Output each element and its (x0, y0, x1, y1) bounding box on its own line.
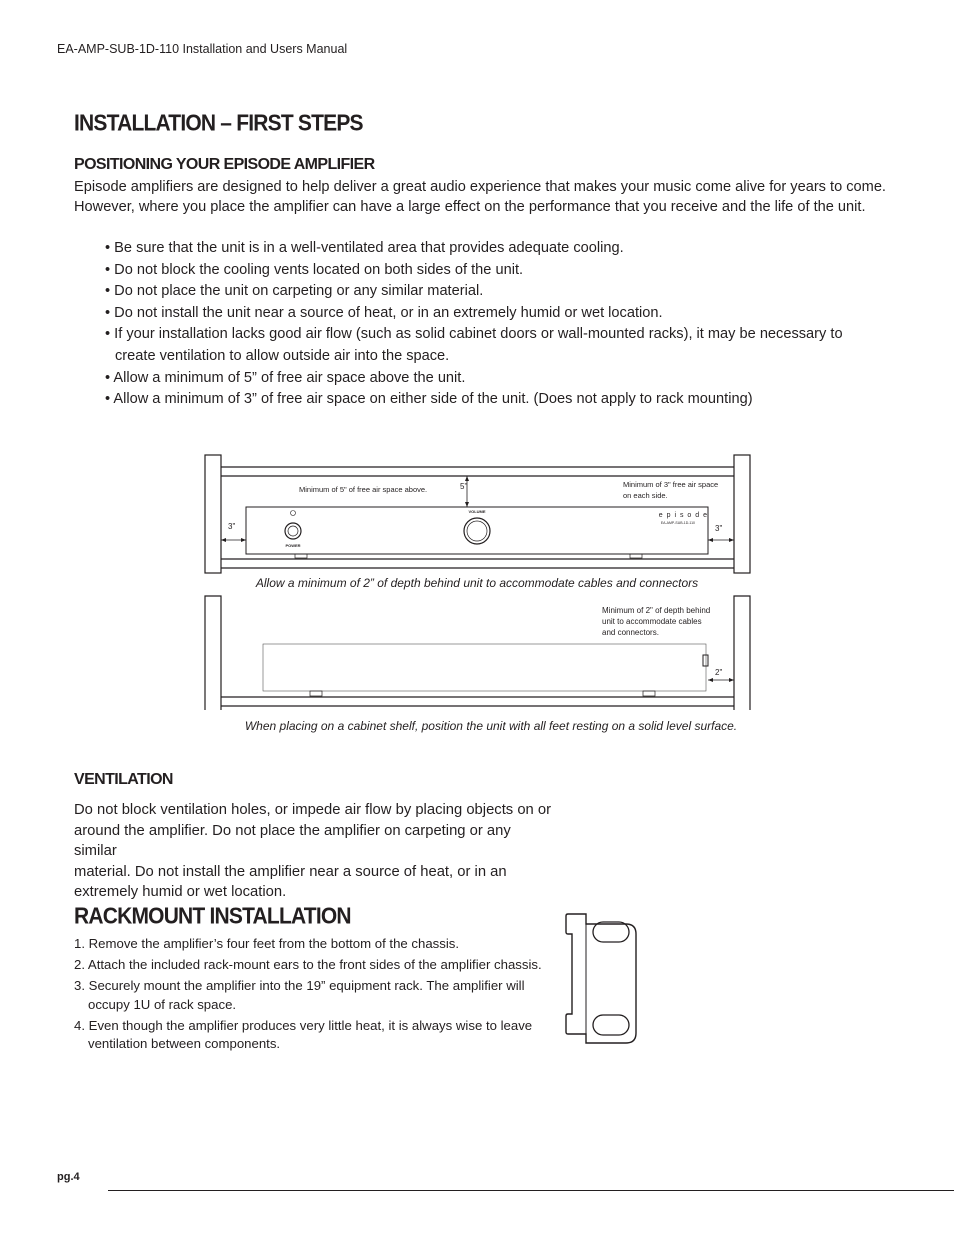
list-item: • Do not block the cooling vents located on both sides of the unit. (105, 261, 524, 278)
list-item: • Do not place the unit on carpeting or any similar material. (105, 283, 484, 300)
list-item: • Allow a minimum of 3” of free air space on either side of the unit. (Does not apply to rack mounting) (105, 391, 753, 408)
depth-clearance-diagram (200, 594, 756, 712)
model-label: EA-AMP-SUB-1D-110 (660, 521, 695, 525)
power-label: POWER (285, 543, 301, 548)
cabinet-right-side (734, 455, 750, 573)
intro-line: Episode amplifiers are designed to help deliver a great audio experience that makes your music come alive for years to come. (74, 179, 886, 195)
section-title-installation: INSTALLATION – FIRST STEPS (74, 111, 363, 136)
ventilation-paragraph (74, 800, 554, 903)
amplifier-side-view (263, 644, 706, 691)
list-item: • Do not install the unit near a source of heat, or in an extremely humid or wet location. (105, 304, 663, 321)
label-3in-side-1: Minimum of 3" free air space (623, 480, 719, 489)
list-item: 1. Remove the amplifier’s four feet from the bottom of the chassis. (74, 936, 460, 951)
rack-ear-slot-bottom (593, 1015, 629, 1035)
ventilation-line: extremely humid or wet location. (74, 884, 287, 901)
list-item: • If your installation lacks good air flow (such as solid cabinet doors or wall-mounted racks), it may be necessary to (105, 326, 843, 343)
intro-line: However, where you place the amplifier can have a large effect on the performance that you receive and the life of the unit. (74, 199, 866, 215)
amplifier-front-panel (246, 507, 708, 554)
label-5in-above: Minimum of 5" of free air space above. (299, 485, 428, 494)
cabinet-front-edge (734, 596, 750, 710)
positioning-bullet-list (105, 238, 843, 411)
list-item: create ventilation to allow outside air into the space. (115, 347, 450, 364)
label-2in-depth-3: and connectors. (602, 628, 659, 637)
dim-5in: 5" (460, 482, 468, 491)
volume-label: VOLUME (468, 509, 486, 514)
ventilation-line: around the amplifier. Do not place the amplifier on carpeting or any similar (74, 822, 511, 860)
label-2in-depth-1: Minimum of 2" of depth behind (602, 606, 711, 615)
label-2in-depth-2: unit to accommodate cables (602, 617, 702, 626)
page-number: pg.4 (57, 1171, 80, 1183)
manual-header: EA-AMP-SUB-1D-110 Installation and Users Manual (57, 42, 348, 56)
section-title-ventilation: VENTILATION (74, 771, 173, 788)
cabinet-left-side (205, 455, 221, 573)
rack-ear-icon (562, 910, 642, 1048)
caption-front-diagram: Allow a minimum of 2” of depth behind unit to accommodate cables and connectors (255, 576, 699, 590)
power-button-icon (285, 523, 301, 539)
dim-right-3in: 3" (715, 524, 723, 533)
list-item: • Be sure that the unit is in a well-ventilated area that provides adequate cooling. (105, 240, 624, 256)
caption-side-diagram: When placing on a cabinet shelf, position the unit with all feet resting on a solid level surface. (244, 719, 738, 733)
rear-connector-icon (703, 655, 708, 666)
cabinet-back-wall (205, 596, 221, 710)
section-title-rackmount: RACKMOUNT INSTALLATION (74, 904, 351, 929)
ventilation-line: Do not block ventilation holes, or impede air flow by placing objects on or (74, 802, 552, 818)
brand-logo: e p i s o d e (658, 512, 708, 519)
list-item: 4. Even though the amplifier produces very little heat, it is always wise to leave (74, 1017, 533, 1033)
list-item: • Allow a minimum of 5” of free air space above the unit. (105, 369, 466, 386)
list-item: ventilation between components. (88, 1036, 281, 1051)
footer-rule (108, 1190, 954, 1191)
rack-ear-slot-top (593, 922, 629, 942)
subsection-title-positioning: POSITIONING YOUR EPISODE AMPLIFIER (74, 156, 375, 173)
ventilation-line: material. Do not install the amplifier near a source of heat, or in an (74, 863, 507, 880)
label-3in-side-2: on each side. (623, 491, 668, 500)
dim-left-3in: 3" (228, 522, 236, 531)
intro-paragraph (74, 177, 904, 217)
rackmount-steps-list (74, 935, 544, 1056)
list-item: occupy 1U of rack space. (88, 996, 237, 1012)
volume-knob-icon (464, 518, 490, 544)
front-clearance-diagram (200, 452, 756, 576)
dim-2in: 2" (715, 668, 723, 677)
list-item: 2. Attach the included rack-mount ears to the front sides of the amplifier chassis. (74, 957, 542, 972)
list-item: 3. Securely mount the amplifier into the 19” equipment rack. The amplifier will (74, 978, 525, 993)
